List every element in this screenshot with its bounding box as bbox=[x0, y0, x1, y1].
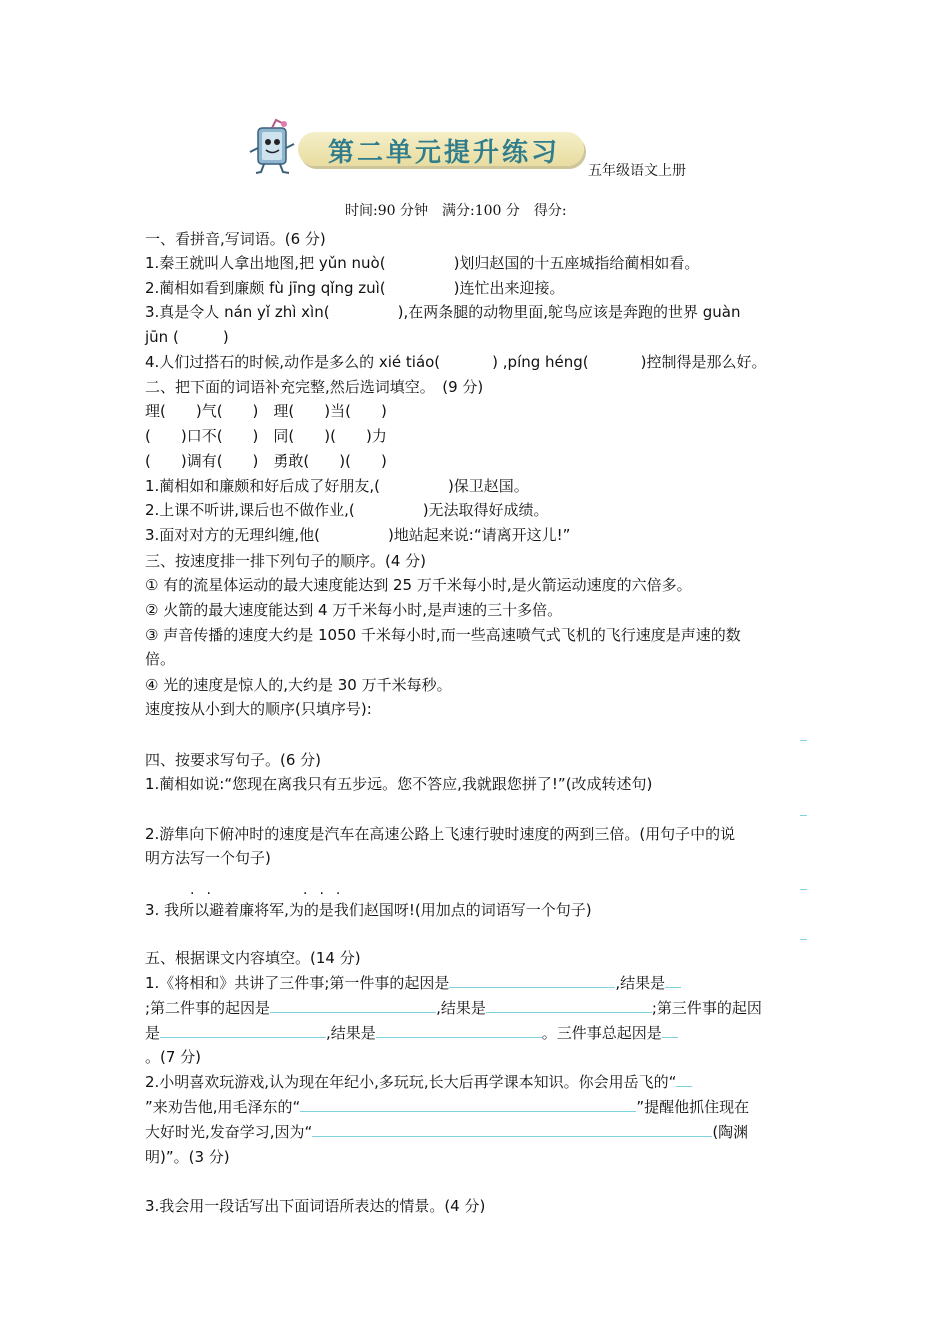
s2-idiom-row-1[interactable]: 理( )气( ) 理( )当( ) bbox=[145, 402, 387, 420]
s5-q1-overall-cause-blank[interactable] bbox=[662, 1023, 678, 1038]
s2-q2-text-b: )无法取得好成绩。 bbox=[422, 501, 549, 519]
s5-question-1-line-3 bbox=[145, 1023, 678, 1043]
s1-q2-text-a: 2.蔺相如看到廉颇 fù jīng qǐng zuì( bbox=[145, 279, 386, 297]
s3-item-4: ④ 光的速度是惊人的,大约是 30 万千米每秒。 bbox=[145, 676, 452, 694]
s1-q3-text-d: ) bbox=[222, 328, 229, 346]
s4-question-2: 2.游隼向下俯冲时的速度是汽车在高速公路上飞速行驶时速度的两到三倍。(用句子中的说 bbox=[145, 825, 736, 843]
page-title: 第二单元提升练习 bbox=[328, 138, 561, 168]
s5-q1-text-d: ,结果是 bbox=[436, 999, 486, 1017]
s5-q1-result-1-blank[interactable] bbox=[665, 973, 681, 988]
title-banner bbox=[298, 126, 590, 170]
section-3-heading: 三、按速度排一排下列句子的顺序。(4 分) bbox=[145, 552, 427, 570]
s3-order-prompt: 速度按从小到大的顺序(只填序号): bbox=[145, 700, 372, 718]
s5-q1-text-g: ,结果是 bbox=[326, 1024, 376, 1042]
s5-q2-taoyuanming-blank[interactable] bbox=[312, 1122, 712, 1137]
s1-q1-text-b: )划归赵国的十五座城指给蔺相如看。 bbox=[453, 254, 700, 272]
s5-q1-cause-3-blank[interactable] bbox=[160, 1023, 326, 1038]
emphasis-dots-2: ··· bbox=[303, 886, 353, 902]
s1-q3-text-c: jūn ( bbox=[145, 328, 179, 346]
s2-question-2 bbox=[145, 500, 549, 520]
s3-item-3-cont: 倍。 bbox=[145, 650, 176, 668]
s1-q4-text-a: 4.人们过搭石的时候,动作是多么的 xié tiáo( bbox=[145, 353, 441, 371]
s4-question-3: 3. 我所以避着廉将军,为的是我们赵国呀!(用加点的词语写一个句子) bbox=[145, 901, 592, 919]
s1-q3-text-a: 3.真是令人 nán yǐ zhì xìn( bbox=[145, 303, 330, 321]
s2-q1-text-b: )保卫赵国。 bbox=[447, 477, 529, 495]
s1-question-1 bbox=[145, 253, 699, 273]
s5-q1-text-c: ;第二件事的起因是 bbox=[145, 999, 271, 1017]
s5-question-2 bbox=[145, 1072, 692, 1092]
s4-q1-answer-line[interactable] bbox=[800, 815, 807, 816]
s3-item-3: ③ 声音传播的速度大约是 1050 千米每小时,而一些高速喷气式飞机的飞行速度是声速的数 bbox=[145, 626, 741, 644]
s5-q2-maozedong-blank[interactable] bbox=[300, 1097, 636, 1112]
s4-q2-answer-line[interactable] bbox=[800, 889, 807, 890]
s2-q3-text-b: )地站起来说:“请离开这儿!” bbox=[387, 526, 571, 544]
s5-q2-yuefei-blank[interactable] bbox=[676, 1072, 692, 1087]
s3-item-2: ② 火箭的最大速度能达到 4 万千米每小时,是声速的三十多倍。 bbox=[145, 601, 563, 619]
s2-idiom-row-3[interactable]: ( )调有( ) 勇敢( )( ) bbox=[145, 452, 387, 470]
s5-question-1 bbox=[145, 973, 681, 993]
section-4-heading: 四、按要求写句子。(6 分) bbox=[145, 751, 322, 769]
s1-q4-text-c: )控制得是那么好。 bbox=[640, 353, 767, 371]
s5-q1-text-e: ;第三件事的起因 bbox=[651, 999, 762, 1017]
s5-q2-text-d: 大好时光,发奋学习,因为“ bbox=[145, 1123, 313, 1141]
s5-q1-text-f: 是 bbox=[145, 1024, 161, 1042]
s5-q1-text-b: ,结果是 bbox=[615, 974, 666, 992]
s5-question-1-line-4: 。(7 分) bbox=[145, 1048, 202, 1066]
grade-label: 五年级语文上册 bbox=[588, 163, 686, 179]
section-2-heading: 二、把下面的词语补充完整,然后选词填空。 (9 分) bbox=[145, 378, 484, 396]
s2-question-1 bbox=[145, 476, 529, 496]
s4-question-2-cont: 明方法写一个句子) bbox=[145, 849, 271, 867]
emphasis-dots-1: ·· bbox=[190, 886, 223, 902]
s2-idiom-row-2[interactable]: ( )口不( ) 同( )( )力 bbox=[145, 427, 387, 445]
s4-q3-answer-line[interactable] bbox=[800, 939, 807, 940]
s2-question-3 bbox=[145, 525, 570, 545]
s1-q1-text-a: 1.秦王就叫人拿出地图,把 yǔn nuò( bbox=[145, 254, 386, 272]
s5-q2-text-a: 2.小明喜欢玩游戏,认为现在年纪小,多玩玩,长大后再学课本知识。你会用岳飞的“ bbox=[145, 1073, 677, 1091]
s1-question-2 bbox=[145, 278, 565, 298]
s2-q1-text-a: 1.蔺相如和廉颇和好后成了好朋友,( bbox=[145, 477, 380, 495]
s5-question-1-line-2 bbox=[145, 998, 762, 1018]
s1-q4-text-b: ) ,píng héng( bbox=[492, 353, 589, 371]
s3-item-1: ① 有的流星体运动的最大速度能达到 25 万千米每小时,是火箭运动速度的六倍多。 bbox=[145, 576, 692, 594]
s5-q1-text-a: 1.《将相和》共讲了三件事;第一件事的起因是 bbox=[145, 974, 450, 992]
section-5-heading: 五、根据课文内容填空。(14 分) bbox=[145, 949, 361, 967]
s5-q2-text-e: (陶渊 bbox=[712, 1123, 749, 1141]
book-mascot-icon bbox=[246, 118, 302, 176]
s1-q3-text-b: ),在两条腿的动物里面,鸵鸟应该是奔跑的世界 guàn bbox=[397, 303, 741, 321]
section-1-heading: 一、看拼音,写词语。(6 分) bbox=[145, 230, 326, 248]
s5-question-2-line-2 bbox=[145, 1097, 749, 1117]
s5-question-2-line-4: 明)”。(3 分) bbox=[145, 1148, 230, 1166]
s1-question-3-cont bbox=[145, 327, 229, 347]
s5-q1-cause-2-blank[interactable] bbox=[270, 998, 436, 1013]
s5-q1-result-3-blank[interactable] bbox=[376, 1023, 542, 1038]
exam-meta: 时间:90 分钟 满分:100 分 得分: bbox=[345, 203, 567, 219]
s5-question-3: 3.我会用一段话写出下面词语所表达的情景。(4 分) bbox=[145, 1197, 486, 1215]
s3-answer-line[interactable] bbox=[800, 740, 807, 741]
s5-q2-text-c: ”提醒他抓住现在 bbox=[636, 1098, 750, 1116]
s1-question-3 bbox=[145, 302, 740, 322]
s2-q3-text-a: 3.面对对方的无理纠缠,他( bbox=[145, 526, 320, 544]
s4-question-1: 1.蔺相如说:“您现在离我只有五步远。您不答应,我就跟您拼了!”(改成转述句) bbox=[145, 775, 653, 793]
s5-question-2-line-3 bbox=[145, 1122, 748, 1142]
s5-q1-result-2-blank[interactable] bbox=[486, 998, 652, 1013]
s5-q2-text-b: ”来劝告他,用毛泽东的“ bbox=[145, 1098, 301, 1116]
s1-question-4 bbox=[145, 352, 767, 372]
s5-q1-cause-1-blank[interactable] bbox=[449, 973, 615, 988]
s2-q2-text-a: 2.上课不听讲,课后也不做作业,( bbox=[145, 501, 355, 519]
s1-q2-text-b: )连忙出来迎接。 bbox=[453, 279, 565, 297]
s5-q1-text-h: 。三件事总起因是 bbox=[541, 1024, 662, 1042]
